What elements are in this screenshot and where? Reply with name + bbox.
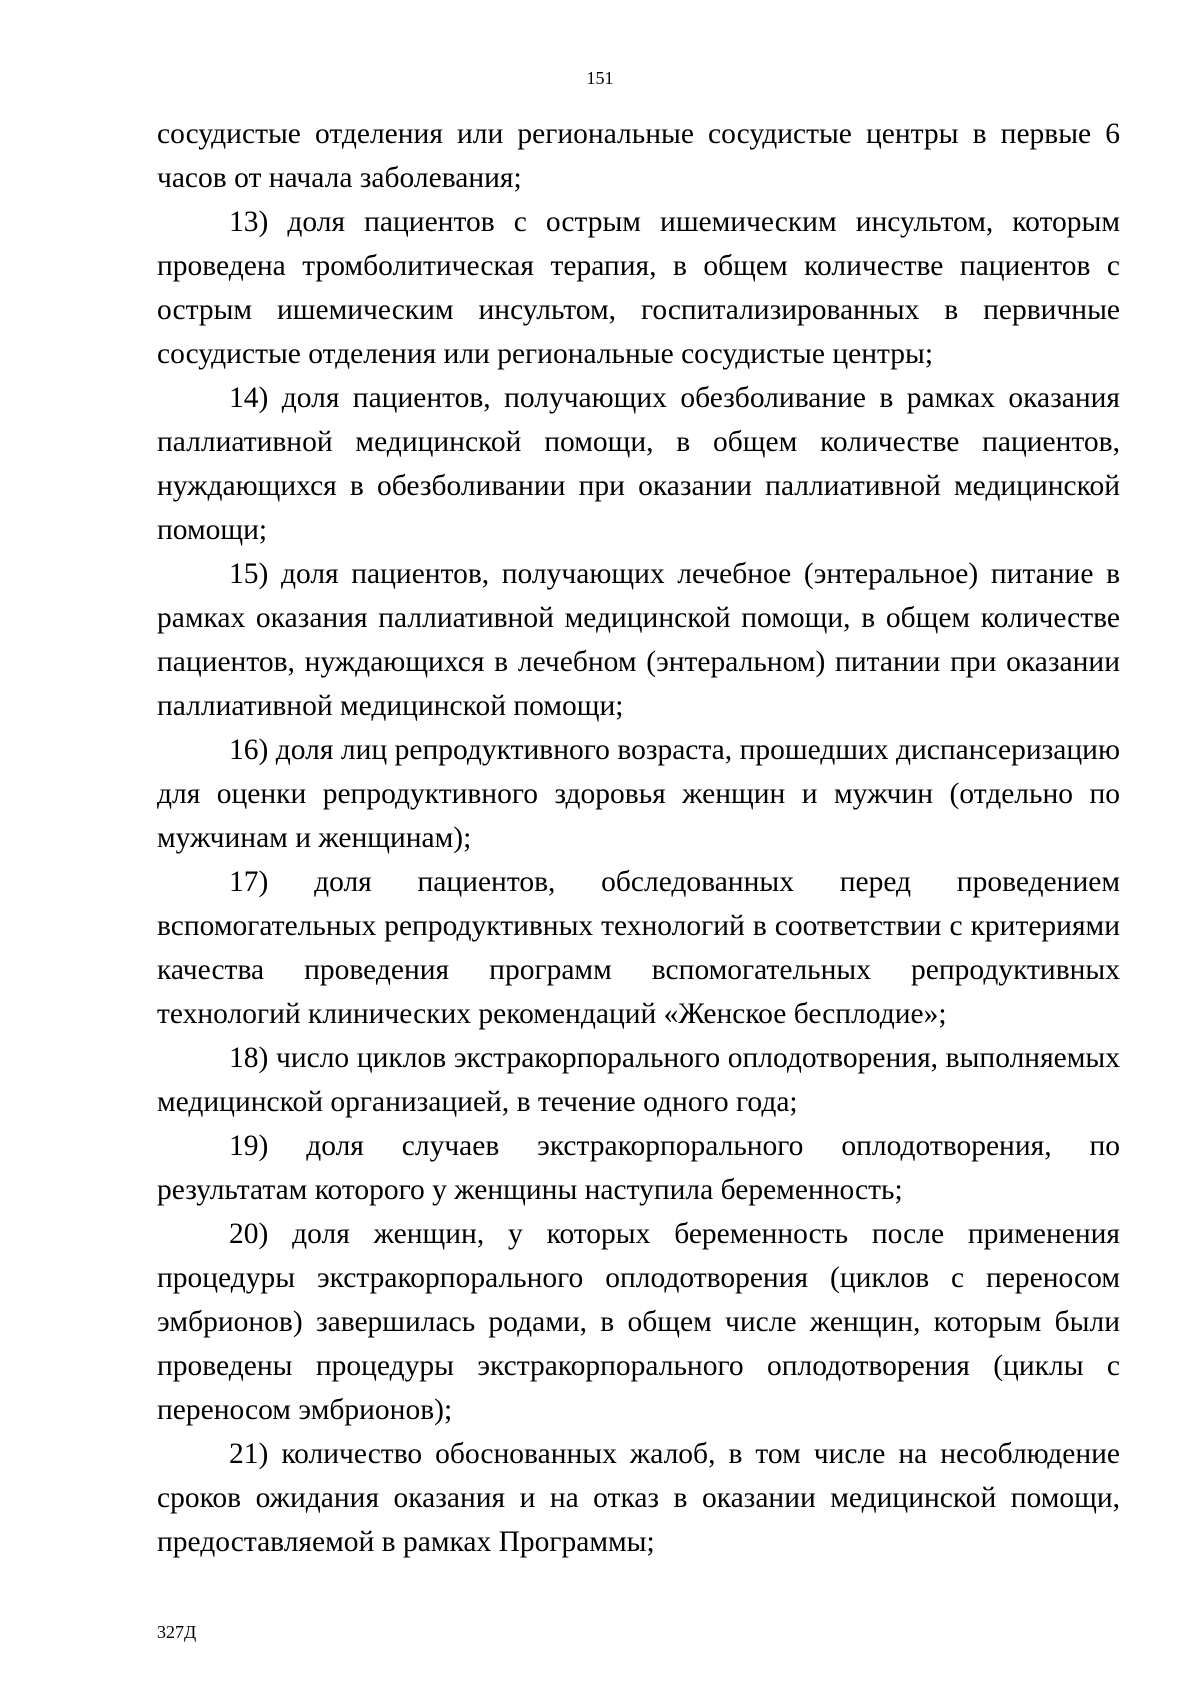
- paragraph-item-17: 17) доля пациентов, обследованных перед проведением вспомогательных репродуктивных технологий в соответствии с критериями качества проведения программ вспомогательных репродуктивных технологий клинических рекомендаций «Женское бесплодие»;: [157, 866, 1120, 1030]
- paragraph-item-21: 21) количество обоснованных жалоб, в том числе на несоблюдение сроков ожидания оказания и на отказ в оказании медицинской помощи, предоставляемой в рамках Программы;: [157, 1438, 1120, 1558]
- document-code: 327Д: [157, 1622, 197, 1642]
- paragraph-item-13: 13) доля пациентов с острым ишемическим инсультом, которым проведена тромболитическая терапия, в общем количестве пациентов с острым ишемическим инсультом, госпитализированных в первичные сосудистые отделения или региональные сосудистые центры;: [157, 206, 1120, 370]
- paragraph-continuation: сосудистые отделения или региональные сосудистые центры в первые 6 часов от начала заболевания;: [157, 118, 1120, 194]
- paragraph-item-14: 14) доля пациентов, получающих обезболивание в рамках оказания паллиативной медицинской помощи, в общем количестве пациентов, нуждающихся в обезболивании при оказании паллиативной медицинской помощи;: [157, 382, 1120, 546]
- paragraph-item-18: 18) число циклов экстракорпорального оплодотворения, выполняемых медицинской организацией, в течение одного года;: [157, 1042, 1120, 1118]
- paragraph-item-20: 20) доля женщин, у которых беременность после применения процедуры экстракорпорального оплодотворения (циклов с переносом эмбрионов) завершилась родами, в общем числе женщин, которым были проведены процедуры экстракорпорального оплодотворения (циклы с переносом эмбрионов);: [157, 1218, 1120, 1426]
- paragraph-item-16: 16) доля лиц репродуктивного возраста, прошедших диспансеризацию для оценки репродуктивного здоровья женщин и мужчин (отдельно по мужчинам и женщинам);: [157, 734, 1120, 854]
- page-number: 151: [586, 68, 614, 88]
- paragraph-item-15: 15) доля пациентов, получающих лечебное (энтеральное) питание в рамках оказания паллиативной медицинской помощи, в общем количестве пациентов, нуждающихся в лечебном (энтеральном) питании при оказании паллиативной медицинской помощи;: [157, 558, 1120, 722]
- document-body: [157, 112, 1120, 1564]
- paragraph-item-19: 19) доля случаев экстракорпорального оплодотворения, по результатам которого у женщины наступила беременность;: [157, 1130, 1120, 1206]
